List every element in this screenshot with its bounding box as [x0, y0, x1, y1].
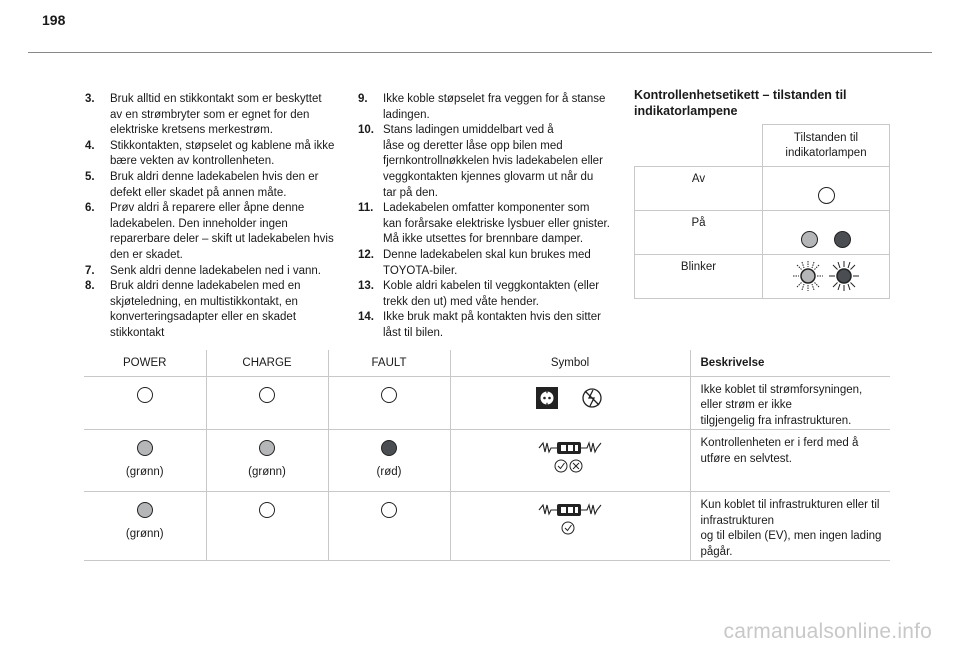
- list-item: [85, 264, 345, 280]
- item-number: 11.: [358, 202, 374, 215]
- state-icons-on: [763, 211, 890, 255]
- charge-cell: [206, 492, 328, 561]
- item-number: 10.: [358, 124, 374, 137]
- list-item: [358, 248, 620, 279]
- list-item: [85, 170, 345, 201]
- lamp-green-icon: [259, 440, 275, 456]
- header-description: Beskrivelse: [690, 350, 890, 376]
- item-number: 12.: [358, 248, 374, 261]
- header-fault: FAULT: [328, 350, 450, 376]
- power-color-label: (grønn): [125, 466, 164, 478]
- item-text: Stans ladingen umiddelbart ved å låse og deretter låse opp bilen med fjernkontrollnøkkelen hvis ladekabelen eller veggkontakten kjennes glovarm ut når du tar på den.: [383, 124, 603, 199]
- list-item: [358, 123, 620, 201]
- safety-list-middle: [358, 92, 620, 342]
- control-unit-connected-icon: [537, 502, 603, 536]
- fault-color-label: (rød): [376, 466, 402, 478]
- lamp-off-icon: [381, 387, 397, 403]
- item-number: 3.: [85, 93, 95, 105]
- state-label-on: På: [635, 211, 763, 255]
- power-cell: [84, 492, 206, 561]
- item-text: Bruk aldri denne ladekabelen hvis den er defekt eller skadet på annen måte.: [110, 170, 319, 199]
- item-text: Denne ladekabelen skal kun brukes med TOYOTA-biler.: [383, 248, 591, 277]
- fault-cell: [328, 492, 450, 561]
- symbol-cell: [450, 430, 690, 492]
- lamp-red-icon: [381, 440, 397, 456]
- blinking-red-lamp-icon: [828, 260, 860, 292]
- header-charge: CHARGE: [206, 350, 328, 376]
- list-item: [358, 310, 620, 341]
- charge-color-label: (grønn): [248, 466, 286, 478]
- lamp-green-icon: [801, 231, 818, 248]
- item-number: 7.: [85, 264, 95, 277]
- description-cell: Kun koblet til infrastrukturen eller til infrastrukturen og til elbilen (EV), men ingen lading pågår.: [690, 492, 890, 561]
- description-cell: Kontrollenheten er i ferd med å utføre en selvtest.: [690, 430, 890, 492]
- table-row: [84, 376, 890, 430]
- item-text: Ladekabelen omfatter komponenter som kan forårsake elektriske lysbuer eller gnister. Må ikke utsettes for brennbare damper.: [383, 202, 610, 246]
- power-cell: [84, 376, 206, 430]
- list-item: [85, 92, 345, 139]
- list-item: [358, 279, 620, 310]
- item-number: 9.: [358, 93, 368, 105]
- lamp-green-icon: [137, 502, 153, 518]
- list-item: [85, 201, 345, 263]
- item-number: 6.: [85, 202, 95, 215]
- item-number: 4.: [85, 139, 95, 152]
- power-color-label: (grønn): [125, 528, 164, 540]
- item-number: 13.: [358, 280, 374, 293]
- symbol-cell: [450, 492, 690, 561]
- table-row: [84, 430, 890, 492]
- fault-cell: [328, 376, 450, 430]
- empty-header-cell: [635, 125, 763, 167]
- list-item: [85, 279, 345, 341]
- item-number: 5.: [85, 170, 95, 183]
- indicator-state-header: Tilstanden til indikatorlampen: [763, 125, 890, 167]
- lamp-off-icon: [259, 502, 275, 518]
- item-text: Stikkontakten, støpselet og kablene må ikke bære vekten av kontrollenheten.: [110, 139, 335, 168]
- state-label-blink: Blinker: [635, 255, 763, 299]
- state-icons-blink: [763, 255, 890, 299]
- state-icons-off: [763, 167, 890, 211]
- lamp-off-icon: [381, 502, 397, 518]
- list-item: [85, 139, 345, 170]
- lamp-off-icon: [137, 387, 153, 403]
- control-unit-selftest-icon: [537, 440, 603, 474]
- lamp-green-icon: [137, 440, 153, 456]
- power-cell: [84, 430, 206, 492]
- lamp-off-icon: [259, 387, 275, 403]
- indicator-state-table: [634, 124, 890, 299]
- lamp-off-icon: [818, 187, 835, 204]
- safety-list-left: [85, 92, 345, 342]
- page-number: 198: [42, 12, 66, 28]
- item-text: Bruk aldri denne ladekabelen med en skjøteledning, en multistikkontakt, en konverteringsadapter eller en skadet stikkontakt: [110, 280, 301, 339]
- status-table: [84, 350, 890, 561]
- watermark-text: carmanualsonline.info: [723, 620, 932, 643]
- symbol-cell: [450, 376, 690, 430]
- lamp-red-icon: [834, 231, 851, 248]
- item-text: Koble aldri kabelen til veggkontakten (eller trekk den ut) med våte hender.: [383, 280, 600, 308]
- state-label-off: Av: [635, 167, 763, 211]
- item-text: Ikke koble støpselet fra veggen for å stanse ladingen.: [383, 93, 606, 121]
- description-cell: Ikke koblet til strømforsyningen, eller strøm er ikke tilgjengelig fra infrastrukturen.: [690, 376, 890, 430]
- fault-cell: [328, 430, 450, 492]
- header-rule: [28, 52, 932, 53]
- item-text: Prøv aldri å reparere eller åpne denne ladekabelen. Den inneholder ingen reparerbare deler – skift ut ladekabelen hvis den er skadet.: [110, 202, 334, 261]
- table-row: [84, 492, 890, 561]
- item-number: 14.: [358, 311, 374, 324]
- no-power-icon: [580, 387, 604, 409]
- charge-cell: [206, 376, 328, 430]
- list-item: [358, 201, 620, 248]
- item-text: Ikke bruk makt på kontakten hvis den sitter låst til bilen.: [383, 311, 601, 339]
- item-text: Senk aldri denne ladekabelen ned i vann.: [110, 264, 321, 277]
- item-number: 8.: [85, 280, 95, 293]
- item-text: Bruk alltid en stikkontakt som er beskyttet av en strømbryter som er egnet for den elektriske kretsens merkestrøm.: [110, 93, 322, 137]
- header-power: POWER: [84, 350, 206, 376]
- indicator-section-title: Kontrollenhetsetikett – tilstanden til indikatorlampene: [634, 88, 847, 118]
- header-symbol: Symbol: [450, 350, 690, 376]
- blinking-green-lamp-icon: [792, 260, 824, 292]
- charge-cell: [206, 430, 328, 492]
- list-item: [358, 92, 620, 123]
- socket-icon: [536, 387, 558, 409]
